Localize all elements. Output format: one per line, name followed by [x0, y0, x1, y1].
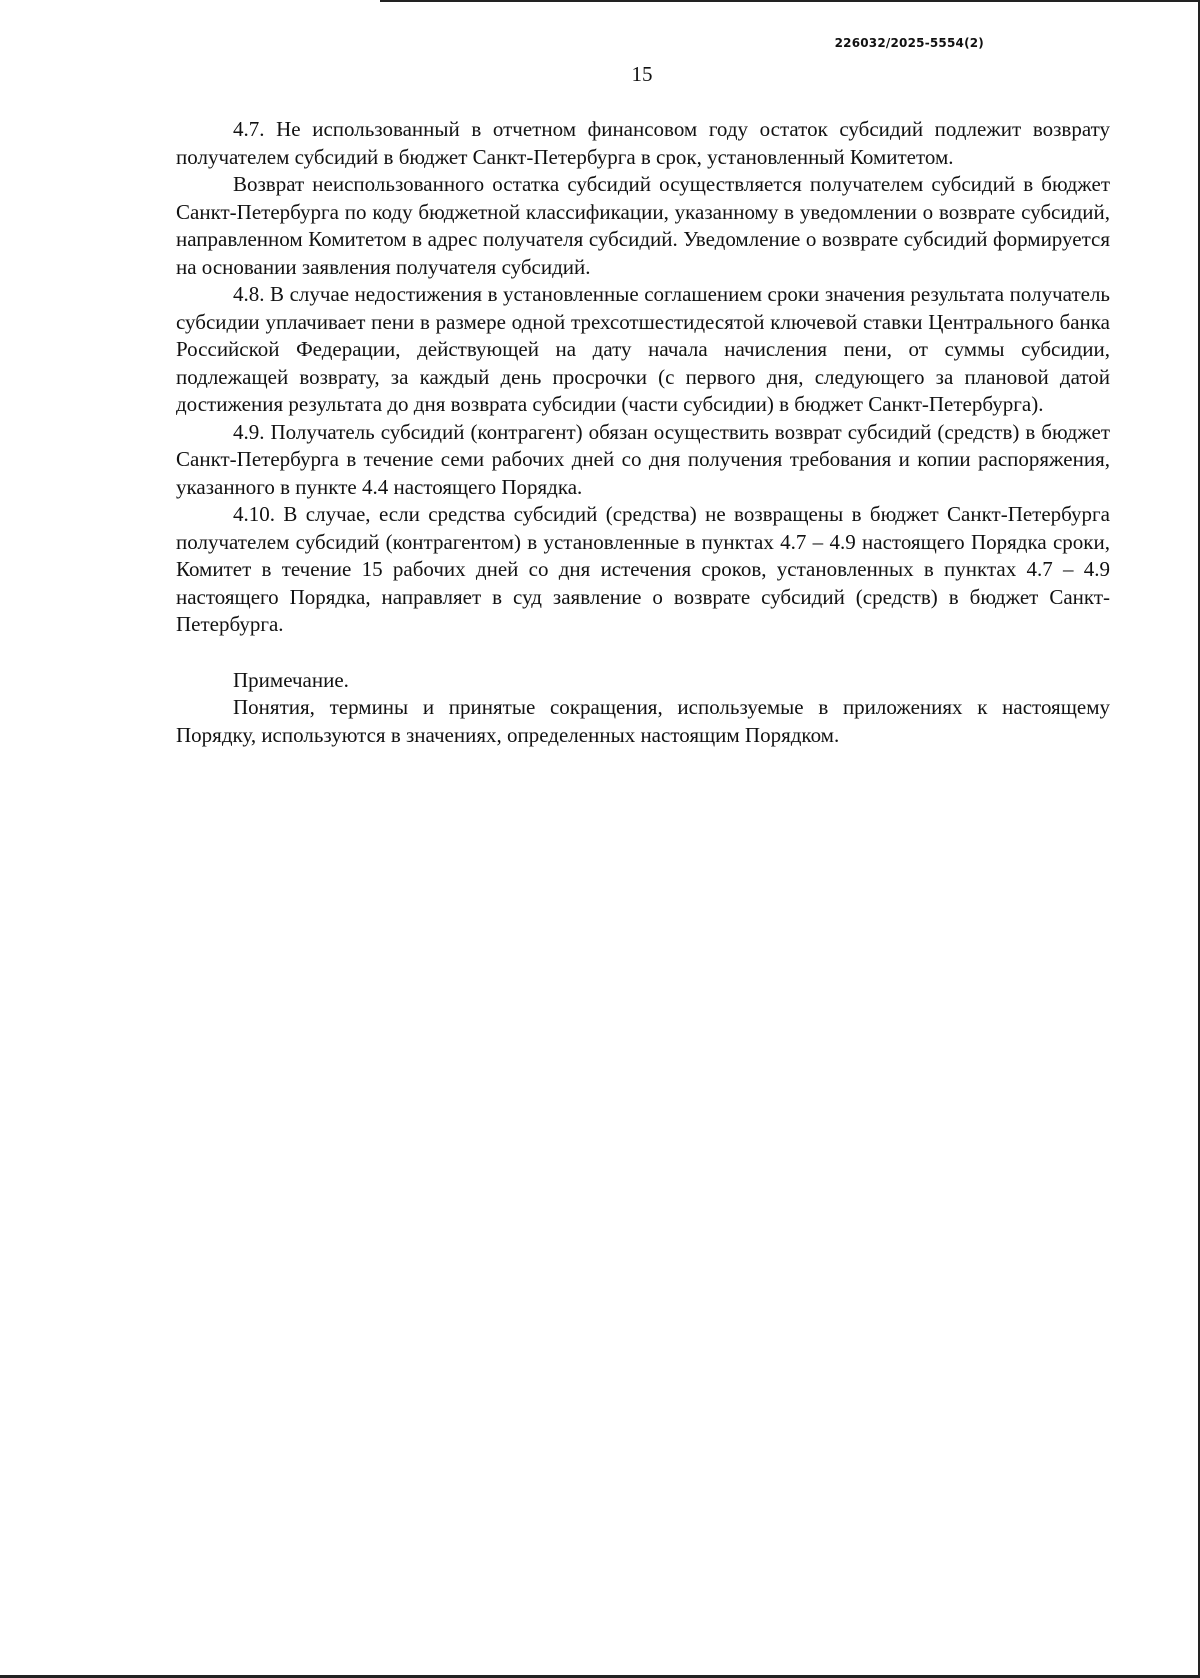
section-spacer	[176, 639, 1110, 667]
note-heading: Примечание.	[233, 667, 349, 692]
scan-edge-top	[380, 0, 1200, 2]
paragraph-4-9: 4.9. Получатель субсидий (контрагент) обязан осуществить возврат субсидий (средств) в бюджет Санкт-Петербурга в течение семи рабочих дней со дня получения требования и копии распоряжения, указанного в пункте 4.4 настоящего Порядка.	[176, 419, 1110, 499]
paragraph-4-10: 4.10. В случае, если средства субсидий (средства) не возвращены в бюджет Санкт-Петербурга получателем субсидий (контрагентом) в установленные в пунктах 4.7 – 4.9 настоящего Порядка сроки, Комитет в течение 15 рабочих дней со дня истечения сроков, установленных в пунктах 4.7 – 4.9 настоящего Порядка, направляет в суд заявление о возврате субсидий (средств) в бюджет Санкт-Петербурга.	[176, 502, 1110, 636]
paragraph-4-7: 4.7. Не использованный в отчетном финансовом году остаток субсидий подлежит возврату получателем субсидий в бюджет Санкт-Петербурга в срок, установленный Комитетом.	[176, 117, 1110, 169]
paragraph-4-8: 4.8. В случае недостижения в установленные соглашением сроки значения результата получатель субсидии уплачивает пени в размере одной трехсотшестидесятой ключевой ставки Центрального банка Российской Федерации, действующей на дату начала начисления пени, от суммы субсидии, подлежащей возврату, за каждый день просрочки (с первого дня, следующего за плановой датой достижения результата до дня возврата субсидии (части субсидии) в бюджет Санкт-Петербурга).	[176, 282, 1110, 416]
page-number: 15	[631, 62, 653, 86]
note-text: Понятия, термины и принятые сокращения, используемые в приложениях к настоящему Порядку, используются в значениях, определенных настоящим Порядком.	[176, 695, 1110, 747]
paragraph-4-7-return: Возврат неиспользованного остатка субсидий осуществляется получателем субсидий в бюджет Санкт-Петербурга по коду бюджетной классификации, указанному в уведомлении о возврате субсидий, направленном Комитетом в адрес получателя субсидий. Уведомление о возврате субсидий формируется на основании заявления получателя субсидий.	[176, 172, 1110, 279]
document-body	[176, 116, 1110, 749]
document-registration-number: 226032/2025-5554(2)	[834, 36, 984, 50]
